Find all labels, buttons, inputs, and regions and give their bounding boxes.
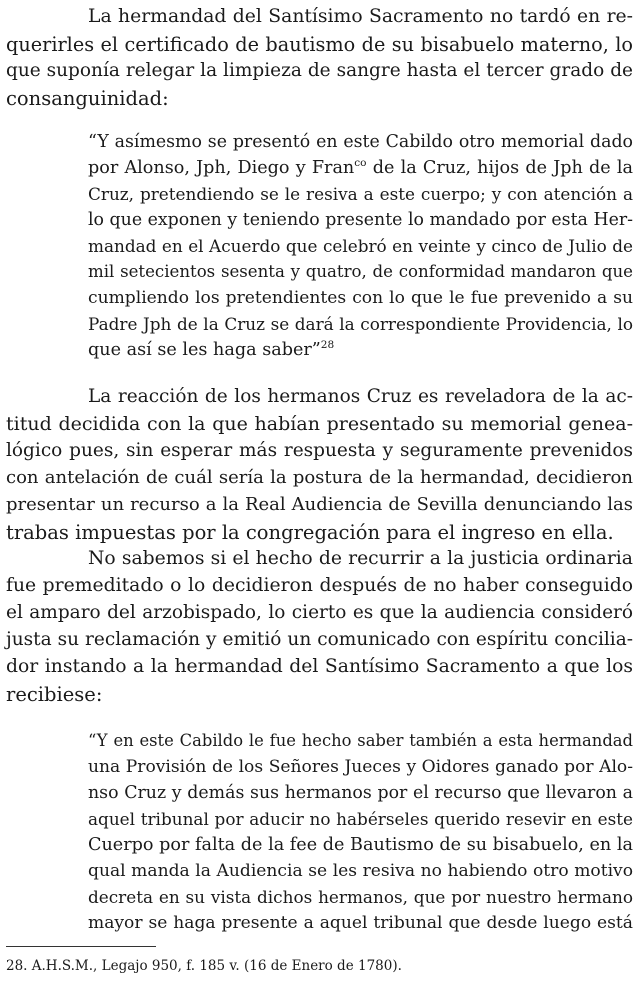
- quote-2-line-4: aquel tribunal por aducir no habérseles querido resevir en este: [88, 809, 633, 829]
- quote-1-line-4: lo que exponen y teniendo presente lo mandado por esta Her-: [88, 210, 633, 230]
- quote-2-line-6: qual manda la Audiencia se les resiva no habiendo otro motivo: [88, 861, 633, 881]
- quote-1-line-7: cumpliendo los pretendientes con lo que le fue prevenido a su: [88, 288, 633, 308]
- footnote-reference: 28: [320, 339, 335, 352]
- quote-1-line-2: [88, 157, 633, 178]
- paragraph-1-line-1: La hermandad del Santísimo Sacramento no tardó en re-: [88, 6, 633, 27]
- paragraph-2-line-2: titud decidida con la que habían presentado su memorial genea-: [6, 413, 633, 435]
- quote-2-line-5: Cuerpo por falta de la fee de Bautismo de su bisabuelo, en la: [88, 835, 633, 855]
- paragraph-3-line-5: dor instando a la hermandad del Santísimo Sacramento a que los: [6, 656, 633, 677]
- paragraph-3-line-1: No sabemos si el hecho de recurrir a la justicia ordinaria: [88, 548, 633, 569]
- paragraph-2-line-6: trabas impuestas por la congregación para el ingreso en ella.: [6, 521, 614, 544]
- abbreviation-superscript: co: [354, 157, 367, 170]
- quote-2-line-3: nso Cruz y demás sus hermanos por el recurso que llevaron a: [88, 783, 633, 803]
- paragraph-3-line-4: justa su reclamación y emitió un comunicado con espíritu concilia-: [6, 629, 633, 650]
- paragraph-2-line-5: presentar un recurso a la Real Audiencia de Sevilla denunciando las: [6, 494, 633, 515]
- footnote-divider: [6, 946, 156, 947]
- footnote: 28. A.H.S.M., Legajo 950, f. 185 v. (16 de Enero de 1780).: [6, 958, 402, 974]
- paragraph-3-line-6: recibiese:: [6, 683, 103, 706]
- quote-1-line-1: “Y asímesmo se presentó en este Cabildo otro memorial dado: [88, 132, 633, 152]
- paragraph-1-line-2: querirles el certificado de bautismo de su bisabuelo materno, lo: [6, 33, 633, 56]
- quote-2-line-2: una Provisión de los Señores Jueces y Oidores ganado por Alo-: [88, 757, 633, 777]
- paragraph-2-line-4: con antelación de cuál sería la postura de la hermandad, decidieron: [6, 467, 633, 488]
- paragraph-1-line-4: consanguinidad:: [6, 87, 169, 110]
- paragraph-1-line-3: que suponía relegar la limpieza de sangre hasta el tercer grado de: [6, 60, 633, 81]
- quote-1-line-2-part-b: de la Cruz, hijos de Jph de la: [372, 158, 633, 178]
- paragraph-3-line-2: fue premeditado o lo decidieron después de no haber conseguido: [6, 575, 633, 596]
- quote-1-line-3: Cruz, pretendiendo se le resiva a este cuerpo; y con atención a: [88, 184, 633, 204]
- quote-2-line-1: “Y en este Cabildo le fue hecho saber también a esta hermandad: [88, 731, 633, 750]
- paragraph-2-line-1: La reacción de los hermanos Cruz es reveladora de la ac-: [88, 386, 633, 407]
- quote-2-line-8: mayor se haga presente a aquel tribunal que desde luego está: [88, 913, 633, 933]
- quote-1-line-8: Padre Jph de la Cruz se dará la correspondiente Providencia, lo: [88, 314, 633, 334]
- quote-1-line-6: mil setecientos sesenta y quatro, de conformidad mandaron que: [88, 262, 633, 281]
- quote-1-line-9: [88, 339, 633, 360]
- quote-1-line-5: mandad en el Acuerdo que celebró en veinte y cinco de Julio de: [88, 236, 633, 256]
- quote-1-line-2-part-a: por Alonso, Jph, Diego y Fran: [88, 158, 355, 178]
- paragraph-3-line-3: el amparo del arzobispado, lo cierto es que la audiencia consideró: [6, 602, 633, 623]
- quote-1-line-9-text: que así se les haga saber”: [88, 340, 321, 360]
- quote-2-line-7: decreta en su vista dichos hermanos, que por nuestro hermano: [88, 887, 633, 907]
- paragraph-2-line-3: lógico pues, sin esperar más respuesta y seguramente prevenidos: [6, 440, 633, 461]
